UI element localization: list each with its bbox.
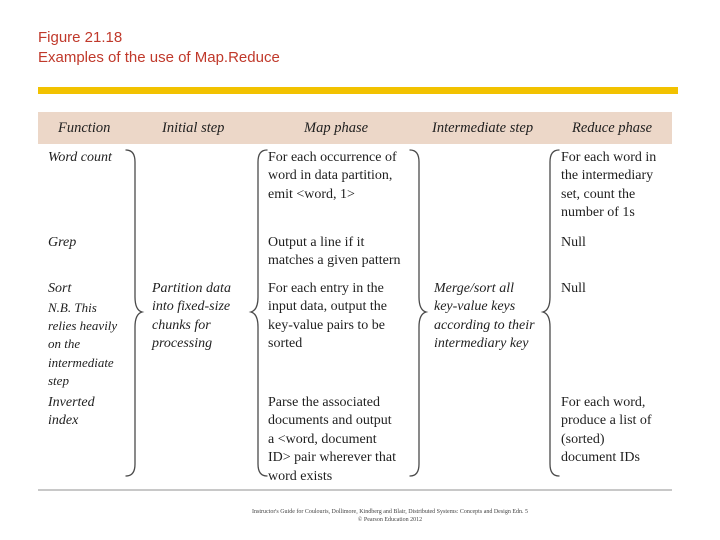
map-inverted-index: Parse the associated documents and output a <word, document ID> pair wherever that word exists <box>268 395 397 484</box>
header-reduce-phase: Reduce phase <box>572 120 653 136</box>
initial-step-text: Partition data into fixed-size chunks for processing <box>152 281 231 352</box>
accent-bar <box>38 87 678 94</box>
header-function: Function <box>58 120 111 136</box>
header-intermediate-step: Intermediate step <box>432 120 534 136</box>
footer-citation: Instructor's Guide for Coulouris, Dollimore, Kindberg and Blair, Distributed Systems: Concepts and Design Edn. 5 <box>251 509 529 515</box>
footer-copyright: © Pearson Education 2012 <box>357 517 423 523</box>
map-word-count: For each occurrence of word in data partition, emit <word, 1> <box>268 150 397 202</box>
brace-map-left <box>251 150 267 476</box>
function-word-count: Word count <box>48 150 112 165</box>
function-sort: Sort <box>48 281 72 296</box>
slide-footer <box>200 508 580 524</box>
function-sort-note: N.B. This relies heavily on the intermediate step <box>48 300 118 388</box>
brace-reduce-left <box>543 150 559 476</box>
intermediate-step-text: Merge/sort all key-value keys according to their intermediary key <box>434 281 535 352</box>
map-grep: Output a line if it matches a given pattern <box>268 235 401 269</box>
reduce-sort: Null <box>561 281 586 296</box>
mapreduce-table <box>38 112 672 492</box>
figure-number: Figure 21.18 <box>38 29 123 46</box>
map-sort: For each entry in the input data, output the key-value pairs to be sorted <box>268 281 387 352</box>
brace-function-right <box>126 150 142 476</box>
header-initial-step: Initial step <box>162 120 225 136</box>
slide-title <box>38 28 280 68</box>
figure-caption: Examples of the use of Map.Reduce <box>38 49 280 66</box>
reduce-word-count: For each word in the intermediary set, count the number of 1s <box>561 150 657 221</box>
header-map-phase: Map phase <box>304 120 369 136</box>
reduce-inverted-index: For each word, produce a list of (sorted) document IDs <box>561 395 652 466</box>
brace-map-right <box>410 150 426 476</box>
bottom-rule <box>38 489 672 491</box>
function-inverted-index: Inverted index <box>48 395 95 429</box>
reduce-grep: Null <box>561 235 586 250</box>
function-grep: Grep <box>48 235 77 250</box>
braces-layer <box>38 112 672 492</box>
